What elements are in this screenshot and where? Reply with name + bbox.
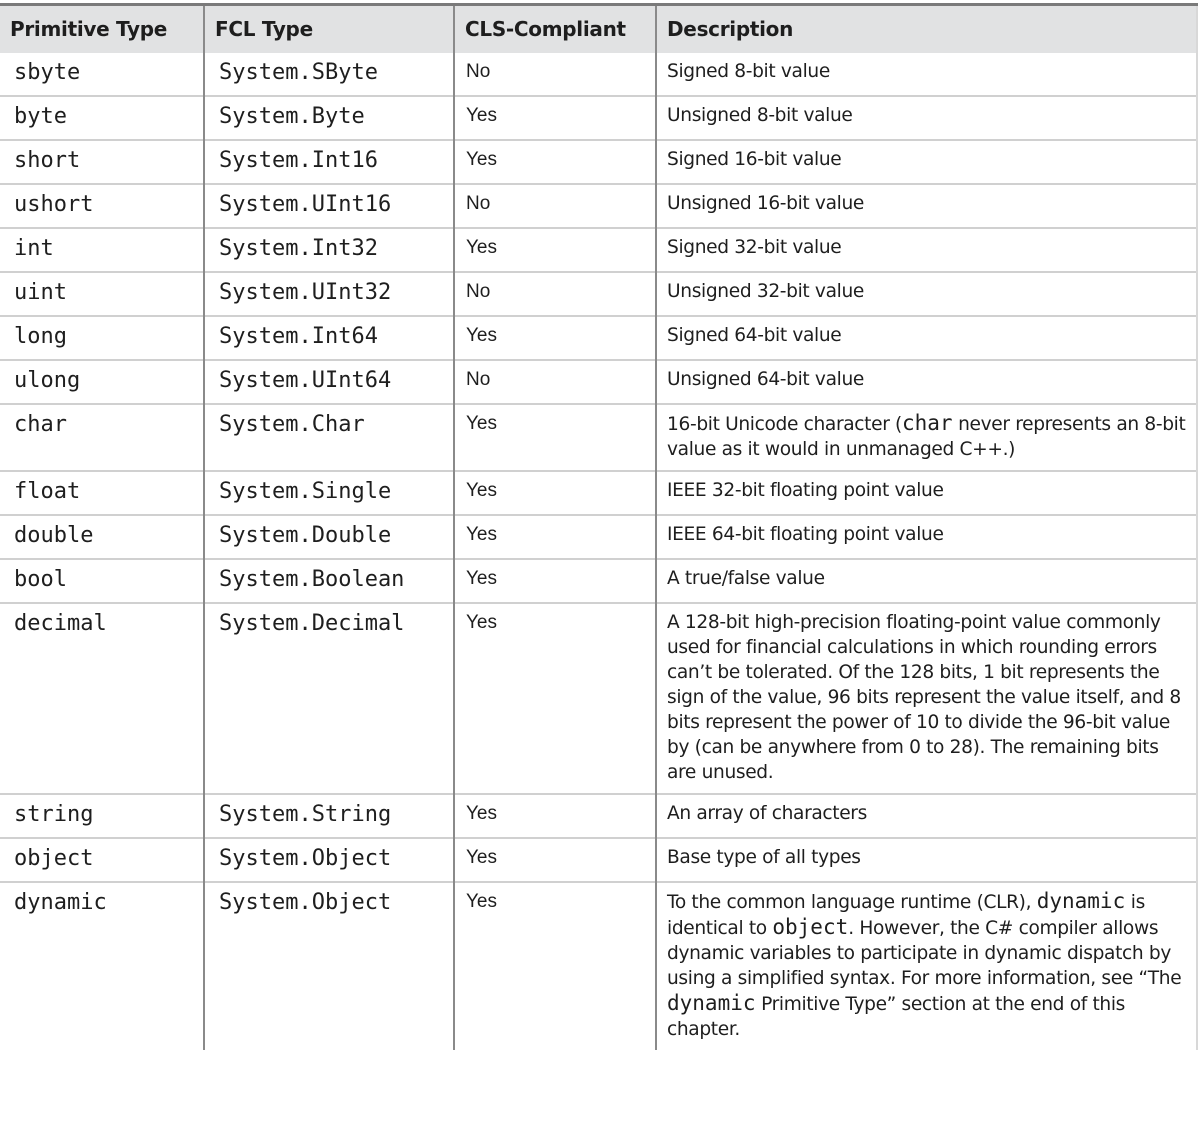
cls-compliant-cell: Yes [454,838,656,882]
description-code: dynamic [667,991,756,1015]
primitive-type-cell: object [0,838,204,882]
primitive-type-cell: float [0,471,204,515]
table-row [0,272,1197,316]
description-text: Signed 16-bit value [667,149,842,170]
fcl-type-cell: System.String [204,794,454,838]
cls-compliant-cell: Yes [454,316,656,360]
description-cell [656,559,1197,603]
description-text: is identical to [667,892,1145,939]
description-cell [656,603,1197,794]
fcl-type-cell: System.Byte [204,96,454,140]
cls-compliant-cell: Yes [454,471,656,515]
description-text: A 128-bit high-precision floating-point value commonly used for financial calculations in which rounding errors can’t be tolerated. Of the 128 bits, 1 bit represents the sign of the value, 96 bits represent the value itself, and 8 bits represent the power of 10 to divide the 96-bit value by (can be anywhere from 0 to 28). The remaining bits are unused. [667,612,1181,783]
primitive-type-cell: string [0,794,204,838]
table-row [0,882,1197,1050]
primitive-type-cell: long [0,316,204,360]
primitive-type-cell: sbyte [14,60,81,85]
table-row [0,184,1197,228]
description-text: Unsigned 64-bit value [667,369,864,390]
fcl-type-cell: System.SByte [204,53,454,97]
primitive-type-cell: double [0,515,204,559]
cls-compliant-cell: Yes [454,140,656,184]
description-cell [656,471,1197,515]
fcl-type-cell: System.UInt32 [204,272,454,316]
description-text: never represents an 8-bit value as it would in unmanaged C++.) [667,414,1186,460]
fcl-type-cell: System.Object [204,882,454,1050]
description-text: Signed 64-bit value [667,325,842,346]
description-cell [656,184,1197,228]
cls-compliant-cell: No [454,360,656,404]
fcl-type-cell: System.Char [204,404,454,471]
description-text: Primitive Type” section at the end of this chapter. [667,994,1126,1040]
description-text: Unsigned 16-bit value [667,193,864,214]
primitive-type-cell: ulong [0,360,204,404]
primitive-type-cell: short [0,140,204,184]
description-text: Unsigned 32-bit value [667,281,864,302]
table-body [0,53,1197,1051]
primitive-types-table [0,3,1198,1050]
description-text: Signed 32-bit value [667,237,842,258]
table-row [0,360,1197,404]
cls-compliant-cell: Yes [454,96,656,140]
description-cell [656,404,1197,471]
description-cell [656,360,1197,404]
table-row [0,316,1197,360]
cls-compliant-cell: Yes [454,515,656,559]
description-code: object [772,915,849,939]
description-cell [656,882,1197,1050]
fcl-type-cell: System.Object [204,838,454,882]
table-row [0,471,1197,515]
fcl-type-cell: System.Single [204,471,454,515]
cls-compliant-cell: Yes [454,559,656,603]
primitive-type-cell: ushort [0,184,204,228]
description-cell [656,53,1197,97]
description-cell [656,140,1197,184]
table-row [0,140,1197,184]
primitive-type-cell: byte [0,96,204,140]
fcl-type-cell: System.Boolean [204,559,454,603]
description-text: IEEE 32-bit floating point value [667,480,944,501]
table-row [0,228,1197,272]
cls-compliant-cell: No [454,272,656,316]
cls-compliant-cell: No [454,53,656,97]
table-row [0,515,1197,559]
table-row [0,96,1197,140]
header-cls-compliant: CLS-Compliant [454,5,656,53]
primitive-type-cell: int [0,228,204,272]
fcl-type-cell: System.Double [204,515,454,559]
cls-compliant-cell: Yes [454,228,656,272]
primitive-type-cell: dynamic [0,882,204,1050]
description-text: . However, the C# compiler allows dynamic variables to participate in dynamic dispatch by using a simplified syntax. For more information, see “The [667,918,1182,989]
description-cell [656,794,1197,838]
primitive-type-cell: bool [0,559,204,603]
description-cell [656,515,1197,559]
table-header-row [0,5,1197,53]
description-cell [656,272,1197,316]
header-primitive-type: Primitive Type [0,5,204,53]
description-text: Unsigned 8-bit value [667,105,853,126]
table-row [0,794,1197,838]
description-cell [656,316,1197,360]
description-text: Signed 8-bit value [667,61,830,82]
description-code: char [901,411,953,435]
table-row [0,838,1197,882]
fcl-type-cell: System.Int64 [204,316,454,360]
header-description: Description [656,5,1197,53]
description-text: IEEE 64-bit floating point value [667,524,944,545]
cls-compliant-cell: Yes [454,603,656,794]
cls-compliant-cell: Yes [454,404,656,471]
description-cell [656,838,1197,882]
fcl-type-cell: System.Int32 [204,228,454,272]
header-fcl-type: FCL Type [204,5,454,53]
primitive-type-cell: uint [0,272,204,316]
table-row [0,53,1197,97]
fcl-type-cell: System.UInt16 [204,184,454,228]
description-cell [656,96,1197,140]
table-row [0,603,1197,794]
description-text: A true/false value [667,568,825,589]
description-code: dynamic [1036,889,1126,913]
primitive-type-cell: char [0,404,204,471]
primitive-type-cell: decimal [0,603,204,794]
cls-compliant-cell: Yes [454,794,656,838]
cls-compliant-cell: No [454,184,656,228]
description-text: An array of characters [667,803,867,824]
fcl-type-cell: System.Decimal [204,603,454,794]
description-text: Base type of all types [667,847,861,868]
table-row [0,559,1197,603]
description-cell [656,228,1197,272]
table-row [0,404,1197,471]
fcl-type-cell: System.Int16 [204,140,454,184]
description-text: To the common language runtime (CLR), [667,892,1037,913]
fcl-type-cell: System.UInt64 [204,360,454,404]
cls-compliant-cell: Yes [454,882,656,1050]
description-text: 16-bit Unicode character ( [667,414,902,435]
